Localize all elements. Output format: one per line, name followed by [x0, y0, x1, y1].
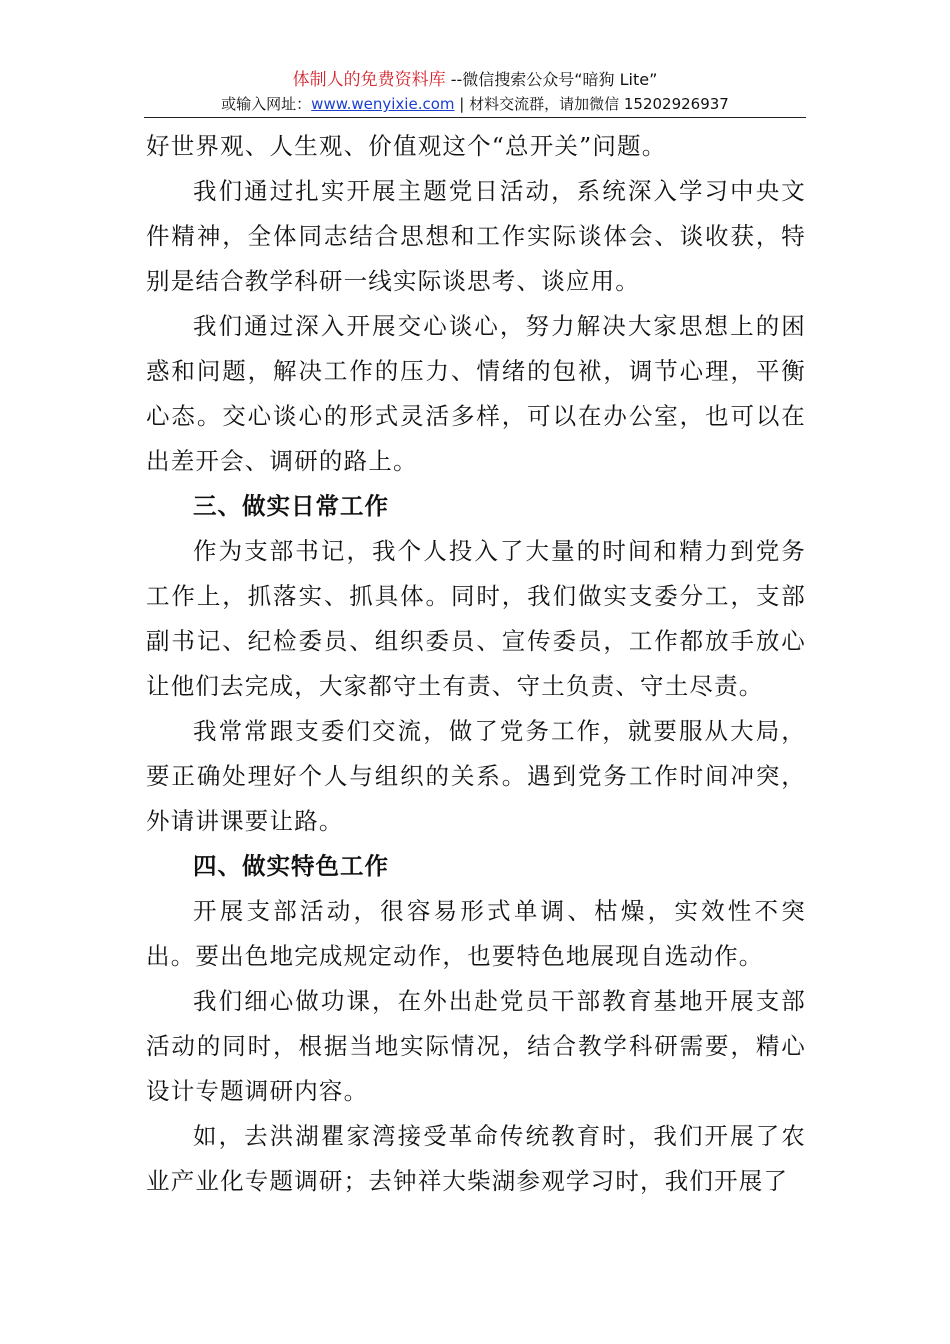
paragraph: 我们通过扎实开展主题党日活动，系统深入学习中央文件精神，全体同志结合思想和工作实际谈体会、谈收获，特别是结合教学科研一线实际谈思考、谈应用。	[146, 177, 806, 295]
paragraph: 好世界观、人生观、价值观这个“总开关”问题。	[146, 132, 667, 160]
section-heading: 四、做实特色工作	[193, 852, 389, 880]
paragraph: 如，去洪湖瞿家湾接受革命传统教育时，我们开展了农业产业化专题调研；去钟祥大柴湖参观学习时，我们开展了	[146, 1122, 806, 1195]
header-contact-line	[144, 92, 806, 116]
document-body	[146, 124, 806, 1204]
paragraph: 我们细心做功课，在外出赴党员干部教育基地开展支部活动的同时，根据当地实际情况，结合教学科研需要，精心设计专题调研内容。	[146, 987, 806, 1105]
paragraph: 我们通过深入开展交心谈心，努力解决大家思想上的困惑和问题，解决工作的压力、情绪的包袱，调节心理，平衡心态。交心谈心的形式灵活多样，可以在办公室，也可以在出差开会、调研的路上。	[146, 312, 806, 475]
header-divider	[144, 117, 806, 118]
paragraph: 作为支部书记，我个人投入了大量的时间和精力到党务工作上，抓落实、抓具体。同时，我们做实支委分工，支部副书记、纪检委员、组织委员、宣传委员，工作都放手放心让他们去完成，大家都守土有责、守土负责、守土尽责。	[146, 537, 806, 700]
paragraph: 我常常跟支委们交流，做了党务工作，就要服从大局，要正确处理好个人与组织的关系。遇到党务工作时间冲突，外请讲课要让路。	[146, 717, 806, 835]
website-link[interactable]: www.wenyixie.com	[311, 95, 455, 113]
wechat-promo: --微信搜索公众号“暗狗 Lite”	[445, 70, 658, 89]
url-prefix: 或输入网址：	[221, 95, 312, 113]
page-header	[144, 68, 806, 116]
site-name: 体制人的免费资料库	[292, 70, 446, 90]
section-heading: 三、做实日常工作	[193, 492, 389, 520]
paragraph: 开展支部活动，很容易形式单调、枯燥，实效性不突出。要出色地完成规定动作，也要特色地展现自选动作。	[146, 897, 806, 970]
header-banner	[144, 68, 806, 92]
header-separator: |	[454, 95, 470, 113]
contact-info: 材料交流群，请加微信 15202926937	[469, 95, 729, 113]
